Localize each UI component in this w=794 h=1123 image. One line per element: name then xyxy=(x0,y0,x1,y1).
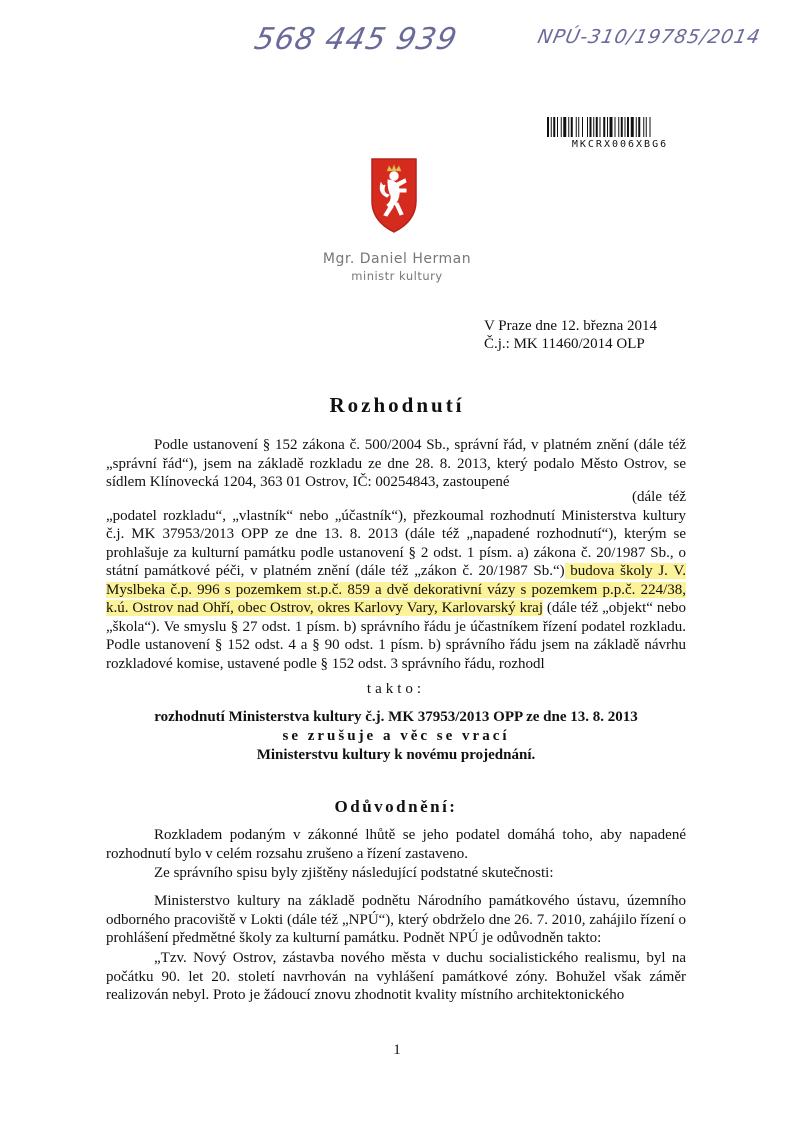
barcode-image xyxy=(547,117,693,137)
intro-text-start: (dále též „podatel rozkladu“, „vlastník“ nebo „účastník“), přezkoumal rozhodnutí Ministerstva kultury č.j. MK 37953/2013 OPP ze dne 13. 8. 2013 (dále též „napadené rozhodnutí“), kterým se prohlašuje za kulturní památku podle ustanovení § 2 odst. 1 písm. a) zákona č. 20/1987 Sb., o státní památkové péči, v platném znění (dále též „zákon č. 20/1987 Sb.“) xyxy=(106,489,686,579)
page-number: 1 xyxy=(393,1042,401,1058)
barcode-bar xyxy=(638,117,640,137)
reasoning-paragraph-1: Rozkladem podaným v zákonné lhůtě se jeho podatel domáhá toho, aby napadené rozhodnutí bylo v celém rozsahu zrušeno a řízení zastaveno. xyxy=(106,827,686,862)
barcode-bar xyxy=(593,117,594,137)
reasoning-paragraph-4: „Tzv. Nový Ostrov, zástavba nového města v duchu socialistického realismu, byl na počátku 90. let 20. století navrhován na vyhlášení památkové zóny. Bohužel však záměr realizován nebyl. Proto je žádoucí znovu zhodnotit kvality místního architektonického xyxy=(106,950,686,1003)
coat-of-arms-icon xyxy=(368,155,420,235)
highlighted-subject: budova školy J. V. Myslbeka č.p. 996 s pozemkem st.p.č. 859 a dvě dekorativní vázy s pozemkem p.p.č. 224/38, k.ú. Ostrov nad Ohří, obec Ostrov, okres Karlovy Vary, Karlovarský kraj xyxy=(106,563,686,616)
barcode-bar xyxy=(561,117,562,137)
decision-line-1: rozhodnutí Ministerstva kultury č.j. MK 37953/2013 OPP ze dne 13. 8. 2013 xyxy=(154,709,638,725)
barcode-bar xyxy=(547,117,549,137)
barcode-bar xyxy=(646,117,647,137)
handwritten-reference: NPÚ-310/19785/2014 xyxy=(535,26,763,48)
barcode-bar xyxy=(627,117,629,137)
barcode-bar xyxy=(643,117,644,137)
document-title: Rozhodnutí xyxy=(329,393,465,417)
barcode-bar xyxy=(610,117,613,137)
barcode-bar xyxy=(578,117,579,137)
reasoning-title: Odůvodnění: xyxy=(334,797,458,816)
intro-text-end: (dále též „objekt“ nebo „škola“). Ve smyslu § 27 odst. 1 písm. b) správního řádu je účastníkem řízení podatel rozkladu. Podle ustanovení § 152 odst. 4 a § 90 odst. 1 písm. b) správního řádu jsem na základě návrhu rozkladové komise, ustavené podle § 152 odst. 3 správního řádu, rozhodl xyxy=(106,600,686,672)
barcode-bar xyxy=(625,117,626,137)
barcode-bar xyxy=(587,117,588,137)
document-date: V Praze dne 12. března 2014 xyxy=(484,318,657,334)
barcode-bar xyxy=(607,117,608,137)
barcode-bar xyxy=(576,117,577,137)
decision-takto: takto: xyxy=(366,681,426,697)
handwritten-number: 568 445 939 xyxy=(251,22,461,57)
reasoning-paragraph-2: Ze správního spisu byly zjištěny následující podstatné skutečnosti: xyxy=(154,865,554,881)
reasoning-paragraph-3: Ministerstvo kultury na základě podnětu Národního památkového ústavu, územního odborného pracoviště v Lokti (dále též „NPÚ“), který obdrželo dne 26. 7. 2010, zahájilo řízení o prohlášení předmětné školy za kulturní památku. Podnět NPÚ je odůvodněn takto: xyxy=(106,893,686,946)
intro-paragraph-1: Podle ustanovení § 152 zákona č. 500/2004 Sb., správní řád, v platném znění (dále též „správní řád“), jsem na základě rozkladu ze dne 28. 8. 2013, který podalo Město Ostrov, se sídlem Klínovecká 1204, 363 01 Ostrov, IČ: 00254843, zastoupené xyxy=(106,437,686,490)
barcode-bar xyxy=(557,117,558,137)
barcode-bar xyxy=(551,117,552,137)
barcode-bar xyxy=(582,117,583,137)
barcode-bar xyxy=(621,117,623,137)
barcode-bar xyxy=(571,117,573,137)
barcode-bar xyxy=(650,117,651,137)
barcode-bar xyxy=(618,117,619,137)
barcode-bar xyxy=(590,117,592,137)
barcode-bar xyxy=(603,117,605,137)
barcode-bar xyxy=(600,117,601,137)
barcode-bar xyxy=(631,117,634,137)
barcode-bar xyxy=(563,117,566,137)
barcode-bar xyxy=(596,117,598,137)
barcode-code: MKCRX006XBG6 xyxy=(571,139,669,150)
decision-line-3: Ministerstvu kultury k novému projednání. xyxy=(256,747,536,763)
minister-role: ministr kultury xyxy=(351,269,443,283)
decision-line-2: se zrušuje a věc se vrací xyxy=(282,728,510,744)
intro-paragraph-2 xyxy=(106,488,686,673)
reference-number: Č.j.: MK 11460/2014 OLP xyxy=(484,336,645,352)
minister-name: Mgr. Daniel Herman xyxy=(322,251,472,267)
barcode-bar xyxy=(636,117,637,137)
barcode-bar xyxy=(553,117,555,137)
barcode-bar xyxy=(568,117,569,137)
barcode-bar xyxy=(615,117,616,137)
